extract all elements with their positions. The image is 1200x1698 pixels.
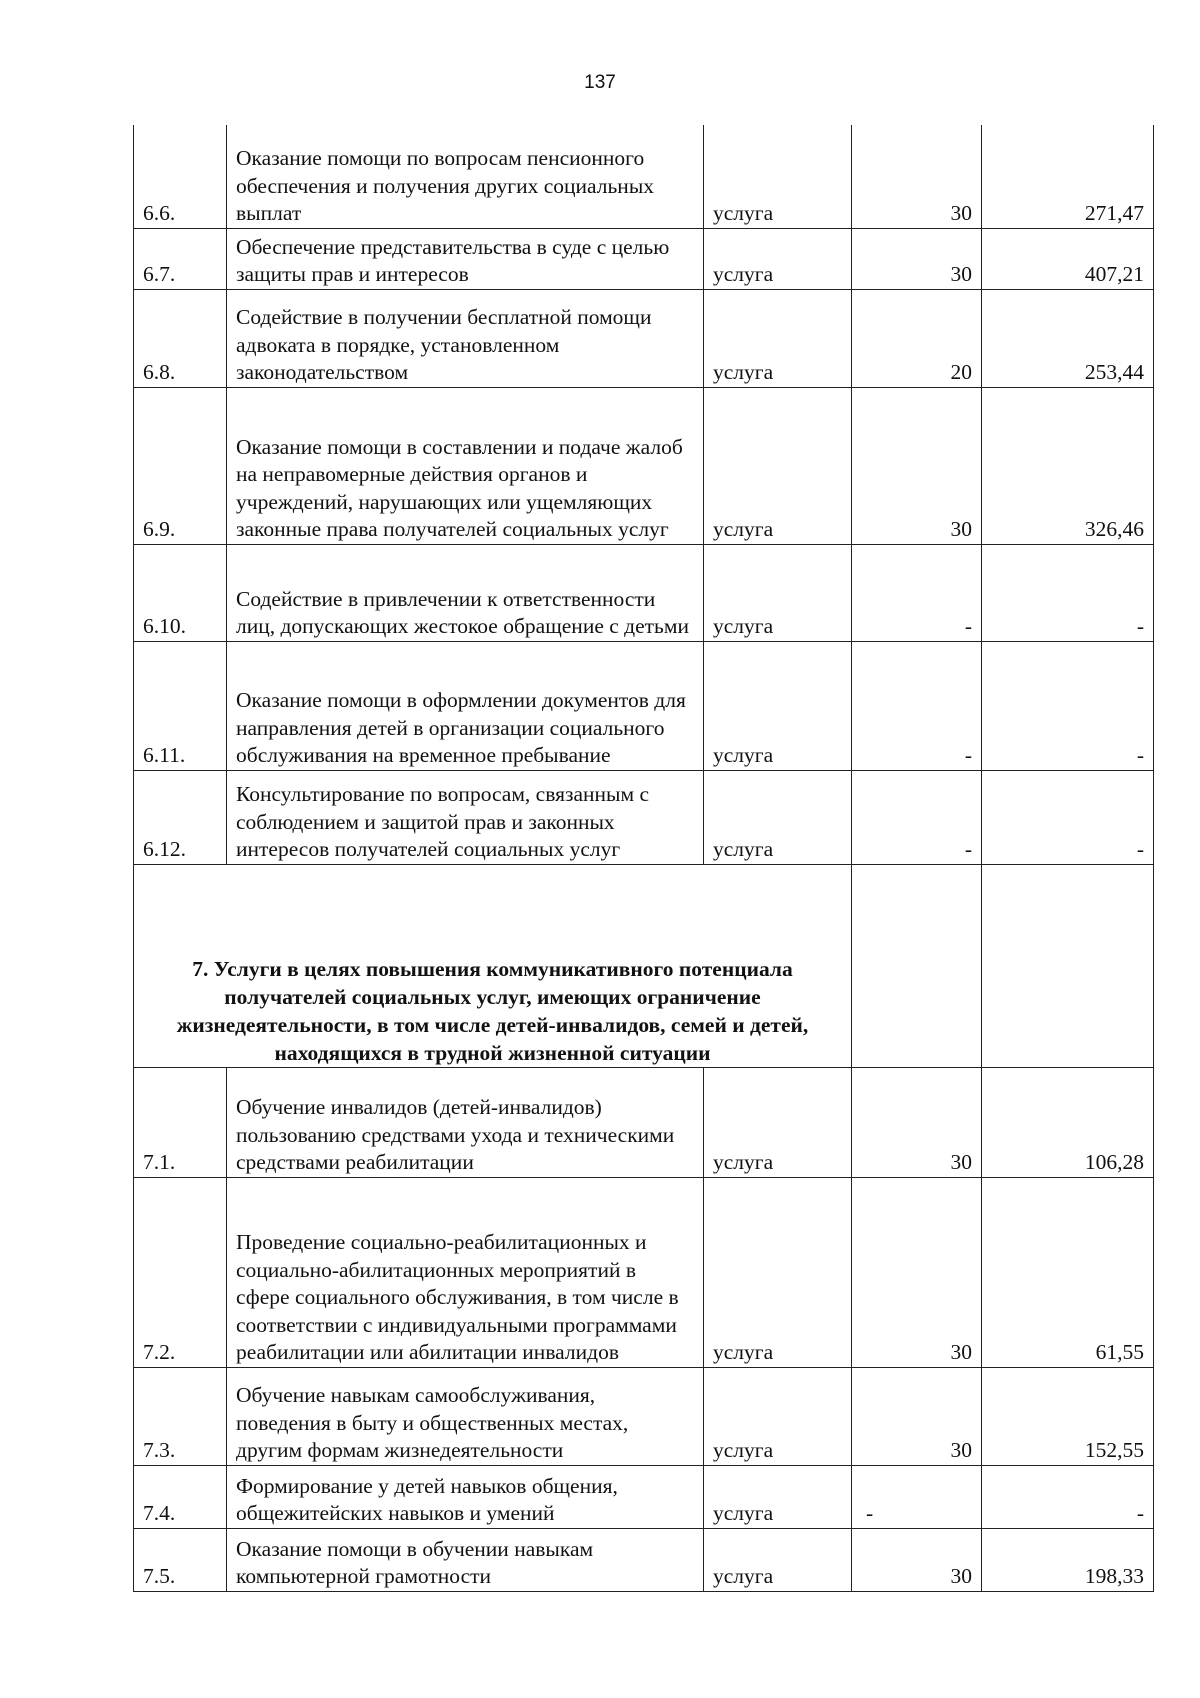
- quantity-cell: -: [852, 641, 982, 770]
- table-row: [134, 125, 1154, 228]
- row-number: 7.3.: [134, 1367, 227, 1465]
- section-title: 7. Услуги в целях повышения коммуникативного потенциала получателей социальных услуг, имеющих ограничение жизнедеятельности, в том числе детей-инвалидов, семей и детей, находящихся в трудной жизненной ситуации: [134, 864, 852, 1067]
- unit-cell: услуга: [704, 1067, 852, 1177]
- unit-cell: услуга: [704, 544, 852, 641]
- unit-cell: услуга: [704, 770, 852, 864]
- unit-cell: услуга: [704, 289, 852, 387]
- table-row: [134, 1367, 1154, 1465]
- table-row: [134, 1528, 1154, 1591]
- table-row: [134, 1067, 1154, 1177]
- price-cell: -: [982, 770, 1154, 864]
- page-number: 137: [584, 72, 616, 93]
- price-cell: 271,47: [982, 125, 1154, 228]
- table-row: [134, 1177, 1154, 1367]
- table-row: [134, 228, 1154, 289]
- price-cell: 253,44: [982, 289, 1154, 387]
- service-name: Проведение социально-реабилитационных и социально-абилитационных мероприятий в сфере социального обслуживания, в том числе в соответствии с индивидуальными программами реабилитации или абилитации инвалидов: [227, 1177, 704, 1367]
- quantity-cell: 30: [852, 1367, 982, 1465]
- quantity-cell: 30: [852, 125, 982, 228]
- quantity-cell: 30: [852, 228, 982, 289]
- unit-cell: услуга: [704, 228, 852, 289]
- row-number: 6.7.: [134, 228, 227, 289]
- unit-cell: услуга: [704, 641, 852, 770]
- quantity-cell: 30: [852, 387, 982, 544]
- quantity-cell: -: [852, 544, 982, 641]
- row-number: 6.11.: [134, 641, 227, 770]
- price-cell: 407,21: [982, 228, 1154, 289]
- unit-cell: услуга: [704, 1465, 852, 1528]
- service-name: Консультирование по вопросам, связанным с соблюдением и защитой прав и законных интересов получателей социальных услуг: [227, 770, 704, 864]
- unit-cell: услуга: [704, 1528, 852, 1591]
- price-cell: 61,55: [982, 1177, 1154, 1367]
- table-row: [134, 770, 1154, 864]
- quantity-cell: 30: [852, 1067, 982, 1177]
- price-cell: -: [982, 641, 1154, 770]
- service-name: Оказание помощи в составлении и подаче жалоб на неправомерные действия органов и учреждений, нарушающих или ущемляющих законные права получателей социальных услуг: [227, 387, 704, 544]
- price-cell: 106,28: [982, 1067, 1154, 1177]
- unit-cell: услуга: [704, 1177, 852, 1367]
- quantity-cell: 20: [852, 289, 982, 387]
- table-row: [134, 641, 1154, 770]
- row-number: 6.6.: [134, 125, 227, 228]
- row-number: 7.1.: [134, 1067, 227, 1177]
- quantity-cell: 30: [852, 1177, 982, 1367]
- service-name: Формирование у детей навыков общения, общежитейских навыков и умений: [227, 1465, 704, 1528]
- quantity-cell: 30: [852, 1528, 982, 1591]
- table-row: [134, 289, 1154, 387]
- row-number: 6.9.: [134, 387, 227, 544]
- service-name: Обучение навыкам самообслуживания, поведения в быту и общественных местах, другим формам жизнедеятельности: [227, 1367, 704, 1465]
- quantity-cell: -: [852, 1465, 982, 1528]
- quantity-cell: -: [852, 770, 982, 864]
- section-row: [134, 864, 1154, 1067]
- row-number: 6.10.: [134, 544, 227, 641]
- price-cell: -: [982, 1465, 1154, 1528]
- price-cell: -: [982, 544, 1154, 641]
- price-cell: 198,33: [982, 1528, 1154, 1591]
- row-number: 7.2.: [134, 1177, 227, 1367]
- price-cell: 152,55: [982, 1367, 1154, 1465]
- services-table: [133, 125, 1154, 1592]
- table-row: [134, 1465, 1154, 1528]
- service-name: Оказание помощи в обучении навыкам компьютерной грамотности: [227, 1528, 704, 1591]
- service-name: Содействие в привлечении к ответственности лиц, допускающих жестокое обращение с детьми: [227, 544, 704, 641]
- empty-cell: [982, 864, 1154, 1067]
- empty-cell: [852, 864, 982, 1067]
- table-row: [134, 387, 1154, 544]
- unit-cell: услуга: [704, 1367, 852, 1465]
- service-name: Содействие в получении бесплатной помощи адвоката в порядке, установленном законодательством: [227, 289, 704, 387]
- row-number: 7.4.: [134, 1465, 227, 1528]
- service-name: Оказание помощи по вопросам пенсионного обеспечения и получения других социальных выплат: [227, 125, 704, 228]
- service-name: Обеспечение представительства в суде с целью защиты прав и интересов: [227, 228, 704, 289]
- row-number: 6.12.: [134, 770, 227, 864]
- unit-cell: услуга: [704, 125, 852, 228]
- service-name: Оказание помощи в оформлении документов для направления детей в организации социального обслуживания на временное пребывание: [227, 641, 704, 770]
- row-number: 6.8.: [134, 289, 227, 387]
- unit-cell: услуга: [704, 387, 852, 544]
- price-cell: 326,46: [982, 387, 1154, 544]
- row-number: 7.5.: [134, 1528, 227, 1591]
- table-row: [134, 544, 1154, 641]
- service-name: Обучение инвалидов (детей-инвалидов) пользованию средствами ухода и техническими средствами реабилитации: [227, 1067, 704, 1177]
